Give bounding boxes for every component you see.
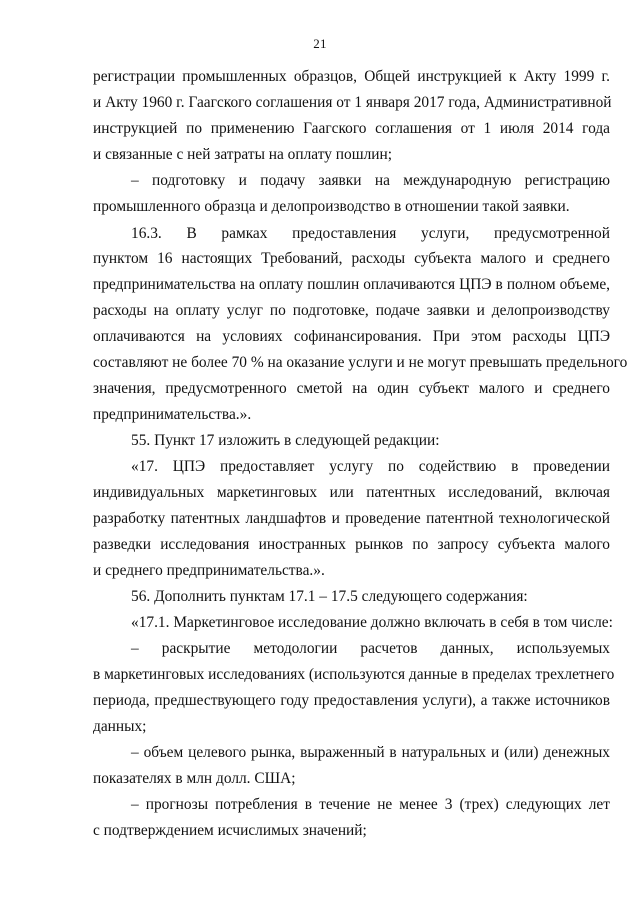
text-line: значения, предусмотренного сметой на один субъект малого и среднего	[93, 380, 610, 397]
text-line: 56. Дополнить пунктам 17.1 – 17.5 следующего содержания:	[131, 588, 528, 605]
text-line: 55. Пункт 17 изложить в следующей редакции:	[131, 432, 440, 449]
text-line: показателях в млн долл. США;	[93, 770, 296, 787]
text-line: 16.3. В рамках предоставления услуги, предусмотренной	[131, 225, 610, 242]
text-line: пунктом 16 настоящих Требований, расходы субъекта малого и среднего	[93, 250, 610, 267]
page-number: 21	[313, 36, 327, 51]
text-line: и Акту 1960 г. Гаагского соглашения от 1 января 2017 года, Административной	[93, 94, 612, 111]
text-line: регистрации промышленных образцов, Общей инструкцией к Акту 1999 г.	[93, 68, 610, 85]
text-line: и связанные с ней затраты на оплату пошлин;	[93, 146, 392, 163]
text-line: предпринимательства.».	[93, 406, 252, 423]
text-line: промышленного образца и делопроизводство в отношении такой заявки.	[93, 198, 570, 215]
text-line: периода, предшествующего году предоставления услуги), а также источников	[93, 692, 610, 709]
text-line: «17.1. Маркетинговое исследование должно включать в себя в том числе:	[131, 614, 613, 631]
text-line: – прогнозы потребления в течение не менее 3 (трех) следующих лет	[131, 796, 610, 813]
text-line: в маркетинговых исследованиях (используются данные в пределах трехлетнего	[93, 666, 615, 683]
text-line: «17. ЦПЭ предоставляет услугу по содействию в проведении	[131, 458, 610, 475]
text-line: составляют не более 70 % на оказание услуги и не могут превышать предельного	[93, 354, 628, 371]
text-line: разведки исследования иностранных рынков по запросу субъекта малого	[93, 536, 610, 553]
text-line: – раскрытие методологии расчетов данных, используемых	[131, 640, 610, 657]
text-line: разработку патентных ландшафтов и проведение патентной технологической	[93, 510, 610, 527]
text-line: инструкцией по применению Гаагского соглашения от 1 июля 2014 года	[93, 120, 610, 137]
text-line: расходы на оплату услуг по подготовке, подаче заявки и делопроизводству	[93, 302, 610, 319]
text-line: и среднего предпринимательства.».	[93, 562, 325, 579]
text-line: индивидуальных маркетинговых или патентных исследований, включая	[93, 484, 610, 501]
text-line: предпринимательства на оплату пошлин оплачиваются ЦПЭ в полном объеме,	[93, 276, 610, 293]
text-line: оплачиваются на условиях софинансирования. При этом расходы ЦПЭ	[93, 328, 610, 345]
text-line: – подготовку и подачу заявки на международную регистрацию	[131, 172, 610, 189]
text-line: с подтверждением исчислимых значений;	[93, 822, 367, 839]
text-line: – объем целевого рынка, выраженный в натуральных и (или) денежных	[131, 744, 610, 761]
text-line: данных;	[93, 718, 147, 735]
